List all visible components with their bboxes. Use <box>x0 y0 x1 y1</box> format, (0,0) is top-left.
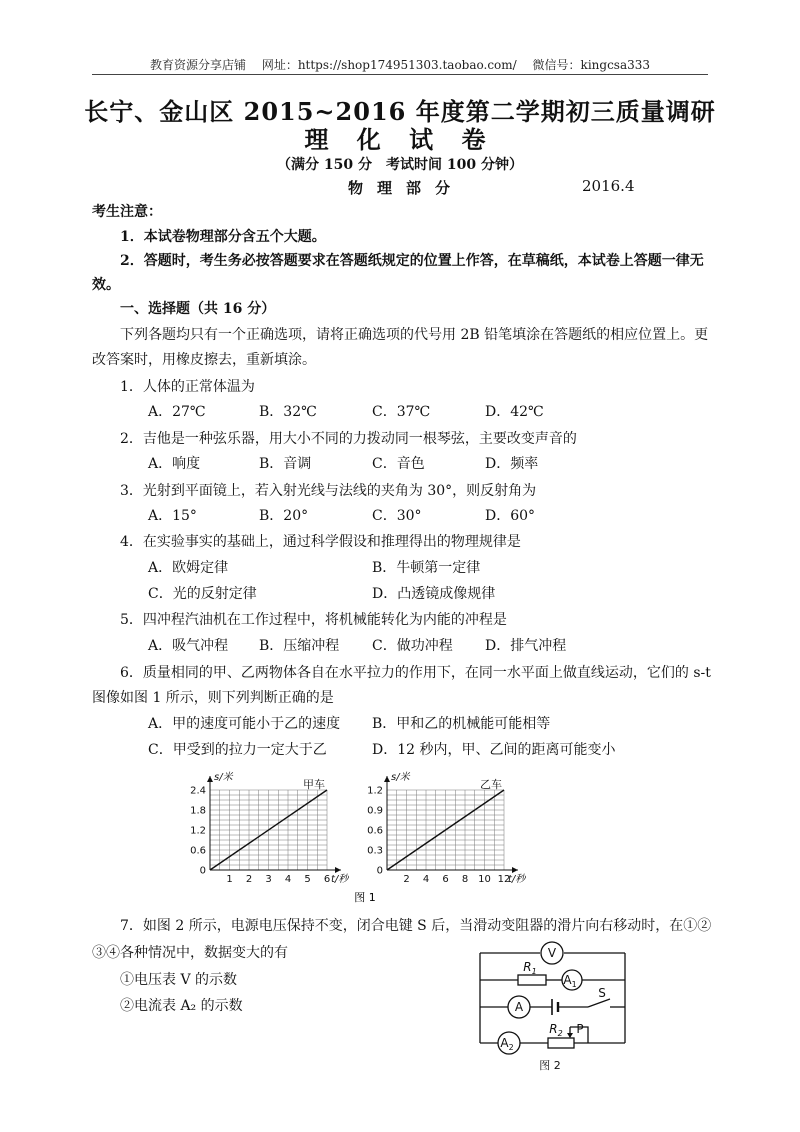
x-axis-arrow <box>512 867 518 873</box>
q6-option-c[interactable]: C．甲受到的拉力一定大于乙 <box>148 742 327 758</box>
ammeter-label: A <box>514 1000 524 1014</box>
x-tick-label: 8 <box>461 874 469 885</box>
voltmeter-label: V <box>547 946 557 960</box>
q3-option-d[interactable]: D．60° <box>485 508 536 524</box>
chart-title: 乙车 <box>480 778 502 791</box>
header-shop: 教育资源分享店铺 <box>149 58 246 72</box>
question-7-stem-cont: ③④各种情况中，数据变大的有 <box>92 945 288 961</box>
x-axis-label: t/秒 <box>331 874 349 885</box>
x-tick-label: 4 <box>284 874 292 885</box>
question-1-stem: 1．人体的正常体温为 <box>120 379 255 395</box>
section-name: 物理部分 <box>348 179 465 197</box>
q4-option-d[interactable]: D．凸透镜成像规律 <box>372 586 496 602</box>
q2-option-a[interactable]: A．响度 <box>148 456 201 472</box>
exam-info: （满分 150 分 考试时间 100 分钟） <box>277 157 523 173</box>
exam-title: 长宁、金山区 2015~2016 年度第二学期初三质量调研 <box>84 97 716 126</box>
x-tick-label: 2 <box>403 874 410 885</box>
q1-option-c[interactable]: C．37℃ <box>372 404 431 420</box>
y-tick-label: 1.8 <box>190 805 206 817</box>
y-tick-label: 0.9 <box>367 805 383 817</box>
y-tick-label: 1.2 <box>190 825 206 837</box>
y-tick-label: 0.6 <box>367 825 383 837</box>
r1-label: $R_1$ <box>523 960 537 976</box>
q7-option-2[interactable]: ②电流表 A₂ 的示数 <box>120 998 243 1014</box>
q4-option-c[interactable]: C．光的反射定律 <box>148 586 257 602</box>
x-tick-label: 6 <box>323 874 331 885</box>
ammeter2-label: $A_2$ <box>500 1036 514 1052</box>
y-axis-label: s/米 <box>214 772 233 783</box>
chart-title: 甲车 <box>303 778 325 791</box>
x-tick-label: 6 <box>442 874 449 885</box>
q6-option-a[interactable]: A．甲的速度可能小于乙的速度 <box>148 716 341 732</box>
notice-item-1: 1．本试卷物理部分含五个大题。 <box>120 229 326 245</box>
y-tick-label: 0.3 <box>367 845 383 857</box>
exam-date: 2016.4 <box>582 177 635 195</box>
q2-option-b[interactable]: B．音调 <box>259 456 312 472</box>
header-url[interactable]: 网址：https://shop174951303.taobao.com/ <box>261 58 517 72</box>
page-header <box>0 56 800 73</box>
ammeter1-label: $A_1$ <box>563 973 577 989</box>
figure-1-charts <box>180 768 550 908</box>
y-axis-arrow <box>384 776 390 782</box>
q4-option-b[interactable]: B．牛顿第一定律 <box>372 560 481 576</box>
notice-item-2: 2．答题时，考生务必按答题要求在答题纸规定的位置上作答，在草稿纸，本试卷上答题一律无 <box>120 253 704 269</box>
x-tick-label: 5 <box>304 874 311 885</box>
x-axis-arrow <box>335 867 341 873</box>
question-3-stem: 3．光射到平面镜上，若入射光线与法线的夹角为 30°，则反射角为 <box>120 483 537 499</box>
notice-item-2-cont: 效。 <box>92 277 120 293</box>
question-6-stem-cont: 图像如图 1 所示，则下列判断正确的是 <box>92 690 334 706</box>
y-tick-label: 0.6 <box>190 845 206 857</box>
rheostat-r2 <box>548 1038 574 1048</box>
q6-option-b[interactable]: B．甲和乙的机械能可能相等 <box>372 716 551 732</box>
q1-option-a[interactable]: A．27℃ <box>148 404 206 420</box>
q1-option-d[interactable]: D．42℃ <box>485 404 544 420</box>
chart-yi <box>367 771 527 885</box>
q5-option-b[interactable]: B．压缩冲程 <box>259 638 340 654</box>
switch-label: S <box>598 986 606 1000</box>
header-divider <box>92 74 708 75</box>
q5-option-c[interactable]: C．做功冲程 <box>372 638 453 654</box>
switch-s[interactable] <box>588 999 610 1007</box>
question-6-stem: 6．质量相同的甲、乙两物体各自在水平拉力的作用下，在同一水平面上做直线运动，它们的 s-t <box>120 665 711 681</box>
q3-option-b[interactable]: B．20° <box>259 508 309 524</box>
q4-option-a[interactable]: A．欧姆定律 <box>148 560 229 576</box>
x-tick-label: 2 <box>245 874 253 885</box>
part1-intro: 下列各题均只有一个正确选项，请将正确选项的代号用 2B 铅笔填涂在答题纸的相应位置上。更 <box>120 327 709 343</box>
x-tick-label: 4 <box>422 874 430 885</box>
q1-option-b[interactable]: B．32℃ <box>259 404 317 420</box>
q5-option-a[interactable]: A．吸气冲程 <box>148 638 229 654</box>
y-tick-label: 0 <box>376 865 383 877</box>
q2-option-d[interactable]: D．频率 <box>485 456 539 472</box>
question-5-stem: 5．四冲程汽油机在工作过程中，将机械能转化为内能的冲程是 <box>120 612 507 628</box>
exam-subtitle: 理 化 试 卷 <box>304 125 496 154</box>
y-tick-label: 2.4 <box>190 785 206 797</box>
part1-heading: 一、选择题（共 16 分） <box>120 301 276 317</box>
q3-option-a[interactable]: A．15° <box>148 508 197 524</box>
figure-1-caption: 图 1 <box>354 891 376 904</box>
q3-option-c[interactable]: C．30° <box>372 508 422 524</box>
part1-intro-cont: 改答案时，用橡皮擦去，重新填涂。 <box>92 352 316 368</box>
figure-2-caption: 图 2 <box>539 1059 561 1072</box>
slider-p-label: P <box>576 1022 584 1036</box>
x-tick-label: 1 <box>226 874 233 885</box>
resistor-r1 <box>518 975 546 985</box>
question-4-stem: 4．在实验事实的基础上，通过科学假设和推理得出的物理规律是 <box>120 534 521 550</box>
y-axis-arrow <box>207 776 213 782</box>
y-tick-label: 0 <box>199 865 206 877</box>
q6-option-d[interactable]: D．12 秒内，甲、乙间的距离可能变小 <box>372 742 616 758</box>
figure-2-circuit <box>470 935 640 1075</box>
chart-jia <box>190 771 350 885</box>
y-axis-label: s/米 <box>391 772 410 783</box>
x-tick-label: 12 <box>497 874 511 885</box>
q5-option-d[interactable]: D．排气冲程 <box>485 638 567 654</box>
question-7-stem: 7．如图 2 所示，电源电压保持不变，闭合电键 S 后，当滑动变阻器的滑片向右移动时，在①② <box>120 918 712 934</box>
notice-heading: 考生注意： <box>92 204 162 220</box>
r2-label: $R_2$ <box>549 1022 563 1038</box>
header-wechat: 微信号：kingcsa333 <box>532 58 651 72</box>
q2-option-c[interactable]: C．音色 <box>372 456 425 472</box>
question-2-stem: 2．吉他是一种弦乐器，用大小不同的力拨动同一根琴弦，主要改变声音的 <box>120 431 577 447</box>
x-axis-label: t/秒 <box>508 874 526 885</box>
x-tick-label: 3 <box>265 874 272 885</box>
q7-option-1[interactable]: ①电压表 V 的示数 <box>120 972 238 988</box>
y-tick-label: 1.2 <box>367 785 383 797</box>
x-tick-label: 10 <box>478 874 491 885</box>
